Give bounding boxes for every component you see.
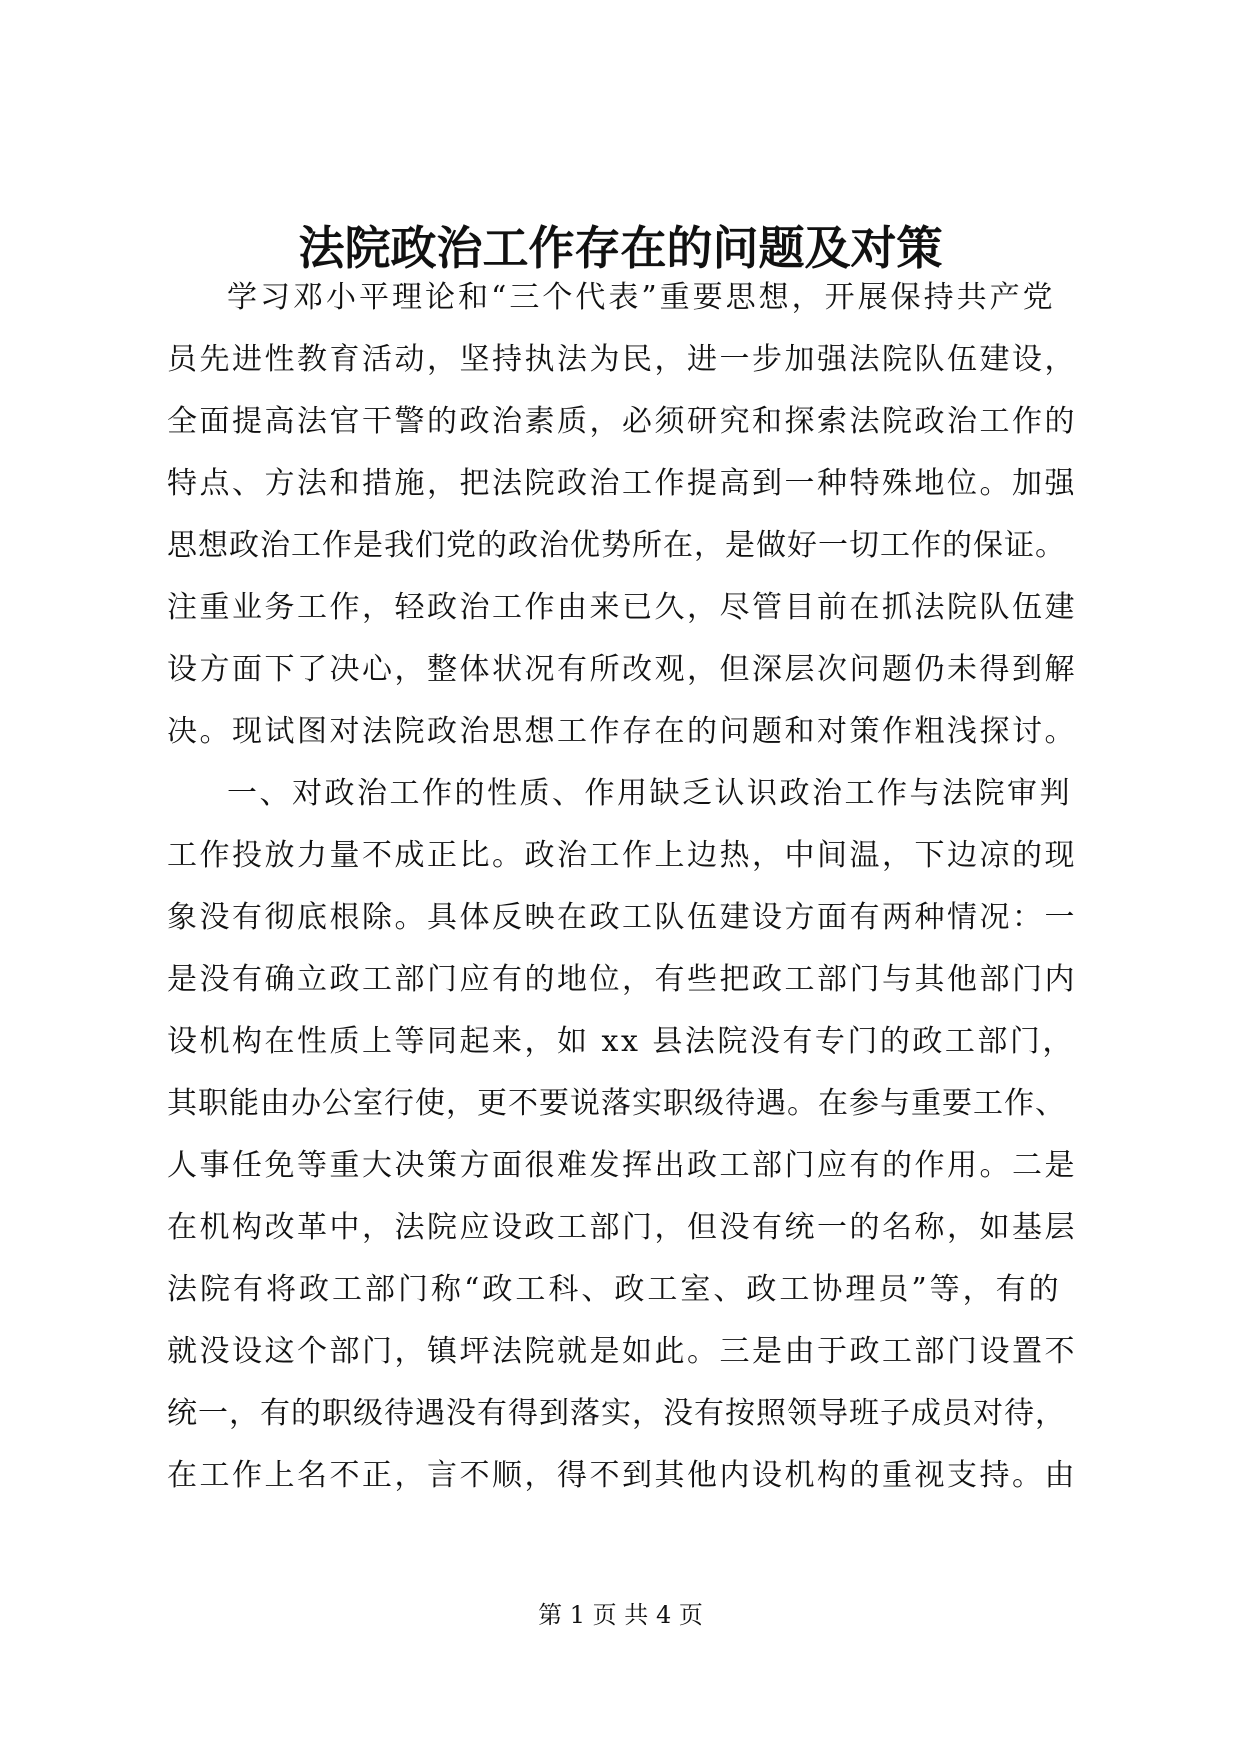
text-line-14: 其职能由办公室行使，更不要说落实职级待遇。在参与重要工作、 xyxy=(167,1086,1066,1121)
text-line-19: 统一，有的职级待遇没有得到落实，没有按照领导班子成员对待， xyxy=(167,1396,1066,1431)
text-line-11: 象没有彻底根除。具体反映在政工队伍建设方面有两种情况：一 xyxy=(167,900,1077,935)
text-line-3: 全面提高法官干警的政治素质，必须研究和探索法院政治工作的 xyxy=(167,404,1077,439)
text-line-5: 思想政治工作是我们党的政治优势所在，是做好一切工作的保证。 xyxy=(167,528,1066,563)
text-line-8: 决。现试图对法院政治思想工作存在的问题和对策作粗浅探讨。 xyxy=(167,714,1077,749)
page-number-footer: 第 1 页 共 4 页 xyxy=(538,1601,703,1629)
text-line-4: 特点、方法和措施，把法院政治工作提高到一种特殊地位。加强 xyxy=(167,466,1077,501)
text-line-16: 在机构改革中，法院应设政工部门，但没有统一的名称，如基层 xyxy=(167,1210,1077,1245)
text-line-9: 一、对政治工作的性质、作用缺乏认识政治工作与法院审判 xyxy=(227,776,1072,811)
text-line-15: 人事任免等重大决策方面很难发挥出政工部门应有的作用。二是 xyxy=(167,1148,1077,1183)
text-line-13: 设机构在性质上等同起来，如 xx 县法院没有专门的政工部门， xyxy=(167,1024,1075,1059)
text-line-12: 是没有确立政工部门应有的地位，有些把政工部门与其他部门内 xyxy=(167,962,1077,997)
text-line-20: 在工作上名不正，言不顺，得不到其他内设机构的重视支持。由 xyxy=(167,1458,1077,1493)
text-line-7: 设方面下了决心，整体状况有所改观，但深层次问题仍未得到解 xyxy=(167,652,1077,687)
document-title: 法院政治工作存在的问题及对策 xyxy=(298,221,943,275)
text-line-10: 工作投放力量不成正比。政治工作上边热，中间温，下边凉的现 xyxy=(167,838,1077,873)
text-line-2: 员先进性教育活动，坚持执法为民，进一步加强法院队伍建设， xyxy=(167,342,1077,377)
text-line-18: 就没设这个部门，镇坪法院就是如此。三是由于政工部门设置不 xyxy=(167,1334,1077,1369)
text-line-6: 注重业务工作，轻政治工作由来已久，尽管目前在抓法院队伍建 xyxy=(167,590,1077,625)
text-line-1: 学习邓小平理论和“三个代表”重要思想，开展保持共产党 xyxy=(227,280,1056,315)
text-line-17: 法院有将政工部门称“政工科、政工室、政工协理员”等，有的 xyxy=(167,1272,1062,1307)
